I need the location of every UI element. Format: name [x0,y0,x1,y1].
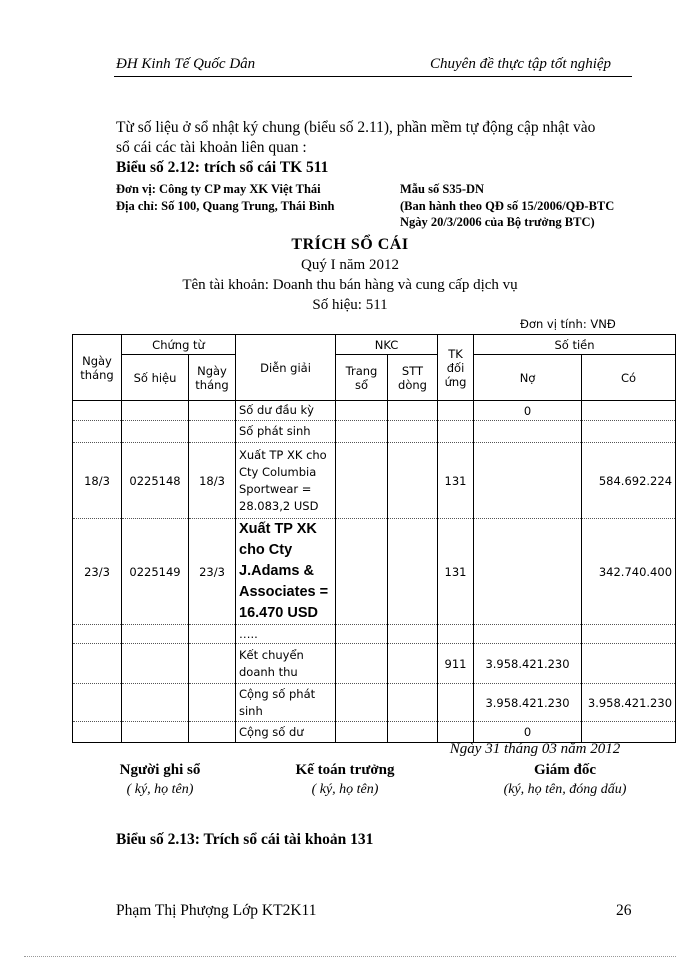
cell-date [73,644,122,684]
director-title: Giám đốc [533,762,597,778]
unit-name: Đơn vị: Công ty CP may XK Việt Thái [116,182,321,196]
cell-doc-no [122,421,189,443]
cell-date [73,722,122,743]
cell-contra-account: 911 [438,644,474,684]
cell-contra-account [438,401,474,421]
cell-debit: 3.958.421.230 [474,644,582,684]
cell-debit [474,443,582,519]
header-amount: Số tiền [474,335,676,355]
cell-doc-no [122,644,189,684]
header-credit: Có [582,355,676,401]
header-contra-account: TK đối ứng [438,335,474,401]
header-debit: Nợ [474,355,582,401]
cell-doc-no [122,625,189,644]
table-row [73,443,676,519]
cell-debit: 3.958.421.230 [474,684,582,722]
next-caption: Biểu số 2.13: Trích sổ cái tài khoản 131 [116,831,374,848]
cell-line [388,722,438,743]
table-row [73,625,676,644]
cell-page [336,421,388,443]
cell-doc-date [189,644,236,684]
cell-credit [582,644,676,684]
cell-doc-date [189,401,236,421]
cell-description: Cộng số phát sinh [236,684,336,722]
cell-description: Số dư đầu kỳ [236,401,336,421]
page-bottom-rule [24,956,676,957]
cell-description: Kết chuyển doanh thu [236,644,336,684]
signature-date: Ngày 31 tháng 03 năm 2012 [449,741,621,757]
cell-credit [582,722,676,743]
cell-description: Xuất TP XK cho Cty J.Adams & Associates = 16.470 USD [236,519,336,625]
cell-doc-date: 18/3 [189,443,236,519]
cell-line [388,519,438,625]
cell-description: Xuất TP XK cho Cty Columbia Sportwear = 28.083,2 USD [236,443,336,519]
caption: Biểu số 2.12: trích sổ cái TK 511 [116,159,329,176]
cell-credit: 342.740.400 [582,519,676,625]
cell-page [336,684,388,722]
unit-address: Địa chỉ: Số 100, Quang Trung, Thái Bình [116,199,335,213]
cell-line [388,644,438,684]
cell-contra-account: 131 [438,519,474,625]
intro-line-2: sổ cái các tài khoản liên quan : [116,139,307,156]
cell-contra-account [438,684,474,722]
cell-credit [582,421,676,443]
cell-page [336,625,388,644]
page-number: 26 [616,902,632,919]
cell-date: 23/3 [73,519,122,625]
header-description: Diễn giải [236,335,336,401]
header-left: ĐH Kinh Tế Quốc Dân [116,56,256,72]
cell-doc-date [189,684,236,722]
cell-description: Số phát sinh [236,421,336,443]
director-note: (ký, họ tên, đóng dấu) [503,782,627,797]
header-date: Ngày tháng [73,335,122,401]
doc-title: TRÍCH SỔ CÁI [291,236,409,253]
table-row [73,644,676,684]
regulation-line-2: Ngày 20/3/2006 của Bộ trưởng BTC) [400,215,595,229]
cell-doc-no [122,684,189,722]
table-row [73,684,676,722]
header-voucher-date: Ngày tháng [189,355,236,401]
ledger-table [72,334,676,743]
cell-date: 18/3 [73,443,122,519]
cell-page [336,519,388,625]
cell-debit: 0 [474,401,582,421]
cell-contra-account [438,421,474,443]
cell-line [388,443,438,519]
cell-date [73,684,122,722]
cell-doc-no: 0225148 [122,443,189,519]
chief-accountant-note: ( ký, họ tên) [311,782,379,797]
cell-page [336,443,388,519]
chief-accountant-title: Kế toán trưởng [295,762,395,778]
footer-author: Phạm Thị Phượng Lớp KT2K11 [116,902,317,919]
cell-line [388,684,438,722]
currency-unit: Đơn vị tính: VNĐ [520,317,616,331]
recorder-note: ( ký, họ tên) [126,782,194,797]
table-row [73,519,676,625]
cell-doc-no [122,722,189,743]
intro-line-1: Từ số liệu ở sổ nhật ký chung (biểu số 2.11), phần mềm tự động cập nhật vào [116,119,596,136]
cell-doc-no: 0225149 [122,519,189,625]
header-page: Trang sổ [336,355,388,401]
cell-date [73,421,122,443]
cell-contra-account [438,722,474,743]
doc-period: Quý I năm 2012 [301,257,399,273]
cell-credit [582,401,676,421]
table-row [73,722,676,743]
cell-date [73,625,122,644]
cell-line [388,625,438,644]
account-number: Số hiệu: 511 [312,297,388,313]
cell-page [336,401,388,421]
cell-page [336,644,388,684]
header-voucher-no: Số hiệu [122,355,189,401]
cell-debit [474,519,582,625]
cell-contra-account [438,625,474,644]
account-name: Tên tài khoản: Doanh thu bán hàng và cung cấp dịch vụ [182,277,518,293]
header-line: STT dòng [388,355,438,401]
cell-description: Cộng số dư [236,722,336,743]
table-row [73,421,676,443]
cell-credit: 3.958.421.230 [582,684,676,722]
cell-credit: 584.692.224 [582,443,676,519]
cell-credit [582,625,676,644]
cell-debit [474,421,582,443]
header-rule [114,76,632,77]
regulation-line-1: (Ban hành theo QĐ số 15/2006/QĐ-BTC [400,199,615,213]
cell-date [73,401,122,421]
cell-debit [474,625,582,644]
cell-description: ….. [236,625,336,644]
cell-doc-no [122,401,189,421]
form-number: Mẫu số S35-DN [400,182,485,196]
cell-doc-date [189,722,236,743]
cell-line [388,421,438,443]
header-right: Chuyên đề thực tập tốt nghiệp [430,56,612,72]
cell-doc-date [189,625,236,644]
cell-doc-date [189,421,236,443]
cell-debit: 0 [474,722,582,743]
recorder-title: Người ghi sổ [119,762,201,778]
header-voucher: Chứng từ [122,335,236,355]
cell-line [388,401,438,421]
cell-doc-date: 23/3 [189,519,236,625]
table-row [73,401,676,421]
cell-contra-account: 131 [438,443,474,519]
cell-page [336,722,388,743]
header-nkc: NKC [336,335,438,355]
